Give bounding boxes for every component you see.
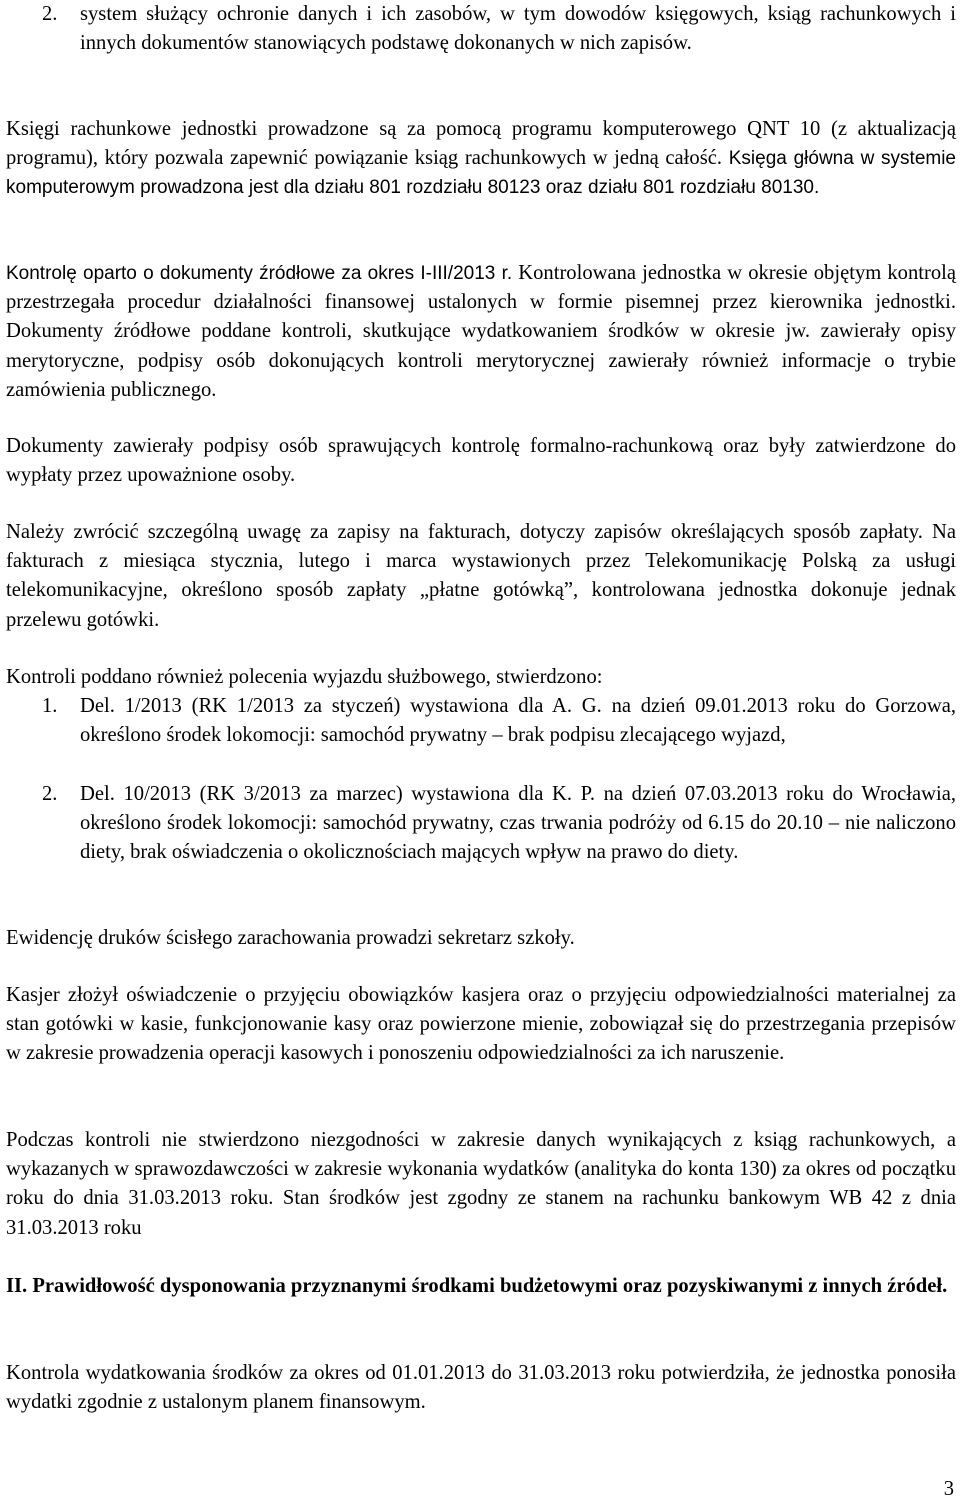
paragraph-travel-intro: Kontroli poddano również polecenia wyjazdu służbowego, stwierdzono: [6, 666, 603, 688]
paragraph-invoices: Należy zwrócić szczególną uwagę za zapisy na fakturach, dotyczy zapisów określających sposób zapłaty. Na fakturach z miesiąca stycznia, lutego i marca wystawionych przez Telekomunikację Polską za usługi telekomunikacyjne, określono sposób zapłaty „płatne gotówką”, kontrolowana jednostka dokonuje jednak przelewu gotówki. [6, 521, 956, 631]
paragraph-books [6, 115, 956, 203]
list-item-text: Del. 10/2013 (RK 3/2013 za marzec) wystawiona dla K. P. na dzień 07.03.2013 roku do Wrocławia, określono środek lokomocji: samochód prywatny, czas trwania podróży od 6.15 do 20.10 – nie naliczono diety, brak oświadczenia o okolicznościach mających wpływ na prawo do diety. [80, 783, 956, 864]
list-number: 1. [42, 695, 58, 717]
paragraph-control-sans: Kontrolę oparto o dokumenty źródłowe za okres I-III/2013 r. [6, 263, 513, 284]
page-number: 3 [943, 1478, 954, 1500]
list-item-text: system służący ochronie danych i ich zasobów, w tym dowodów księgowych, ksiąg rachunkowych i innych dokumentów stanowiących podstawę dokonanych w nich zapisów. [80, 3, 956, 55]
list-number: 2. [42, 3, 58, 25]
paragraph-control [6, 259, 956, 405]
paragraph-forms: Ewidencję druków ścisłego zarachowania prowadzi sekretarz szkoły. [6, 927, 575, 949]
paragraph-cashier: Kasjer złożył oświadczenie o przyjęciu obowiązków kasjera oraz o przyjęciu odpowiedzialności materialnej za stan gotówki w kasie, funkcjonowanie kasy oraz powierzone mienie, zobowiązał się do przestrzegania przepisów w zakresie prowadzenia operacji kasowych i ponoszeniu odpowiedzialności za ich naruszenie. [6, 984, 956, 1065]
section-heading: II. Prawidłowość dysponowania przyznanymi środkami budżetowymi oraz pozyskiwanymi z innych źródeł. [6, 1275, 948, 1297]
paragraph-books-sans: Księga główna w systemie komputerowym prowadzona jest dla działu 801 rozdziału 80123 oraz działu 801 rozdziału 80130. [6, 148, 956, 199]
paragraph-books-serif: Księgi rachunkowe jednostki prowadzone są za pomocą programu komputerowego QNT 10 (z aktualizacją programu), który pozwala zapewnić powiązanie ksiąg rachunkowych w jedną całość. [6, 118, 956, 170]
paragraph-final: Kontrola wydatkowania środków za okres od 01.01.2013 do 31.03.2013 roku potwierdziła, że jednostka ponosiła wydatki zgodnie z ustalonym planem finansowym. [6, 1362, 956, 1414]
paragraph-signatures: Dokumenty zawierały podpisy osób sprawujących kontrolę formalno-rachunkową oraz były zatwierdzone do wypłaty przez upoważnione osoby. [6, 435, 956, 487]
paragraph-discrepancies: Podczas kontroli nie stwierdzono niezgodności w zakresie danych wynikających z ksiąg rachunkowych, a wykazanych w sprawozdawczości w zakresie wykonania wydatków (analityka do konta 130) za okres od początku roku do dnia 31.03.2013 roku. Stan środków jest zgodny ze stanem na rachunku bankowym WB 42 z dnia 31.03.2013 roku [6, 1129, 956, 1239]
list-number: 2. [42, 783, 58, 805]
list-item-text: Del. 1/2013 (RK 1/2013 za styczeń) wystawiona dla A. G. na dzień 09.01.2013 roku do Gorzowa, określono środek lokomocji: samochód prywatny – brak podpisu zlecającego wyjazd, [80, 695, 956, 747]
paragraph-control-serif: Kontrolowana jednostka w okresie objętym kontrolą przestrzegała procedur działalności finansowej ustalonych w formie pisemnej przez kierownika jednostki. Dokumenty źródłowe poddane kontroli, skutkujące wydatkowaniem środków w okresie jw. zawierały opisy merytoryczne, podpisy osób dokonujących kontroli merytorycznej zawierały również informacje o trybie zamówienia publicznego. [6, 262, 956, 401]
